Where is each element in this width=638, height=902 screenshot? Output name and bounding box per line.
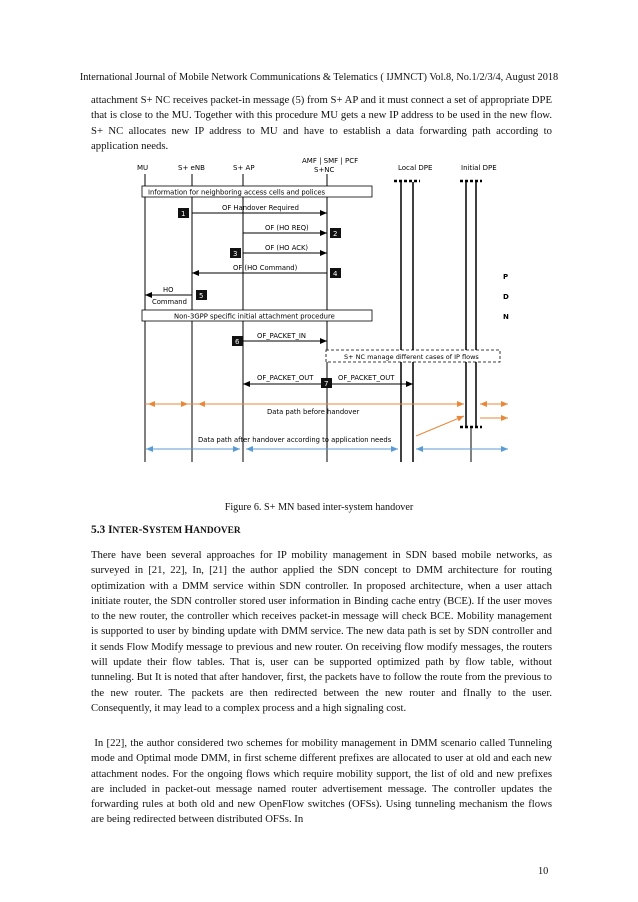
section-heading xyxy=(91,524,241,536)
label-ho-command: OF (HO Command) xyxy=(233,264,298,272)
intro-paragraph: attachment S+ NC receives packet-in message (5) from S+ AP and it must connect a set of appropriate DPE that is close to the MU. Together with this procedure MU gets a new IP address to be used in the new flow. S+ NC allocates new IP address to MU and have to establish a data forwarding path according to application needs. xyxy=(91,94,552,152)
page-number: 10 xyxy=(538,866,549,877)
label-packet-in: OF_PACKET_IN xyxy=(257,332,306,340)
section-word-2: YSTEM xyxy=(148,526,185,536)
section-letter-3: H xyxy=(184,524,194,536)
journal-header: International Journal of Mobile Network Communications & Telematics ( IJMNCT) Vol.8, No.1/2/3/4, August 2018 xyxy=(79,72,559,83)
label-path-after: Data path after handover according to application needs xyxy=(198,436,392,444)
step-3: 3 xyxy=(233,250,238,258)
section-letter-1: I xyxy=(108,524,113,536)
section-letter-2: S xyxy=(142,524,149,536)
paragraph-2: There have been several approaches for IP mobility management in SDN based mobile networks, as surveyed in [21, 22], In, [21] the author applied the SDN concept to DMM architecture for routing optimization with a DMM service within SDN controller. In proposed architecture, when a user attach initiate router, the SDN controller stored user information in Binding cache entry (BCE). If the user moves to the new router, the controller which receives packet-in message will check BCE. Mobility management is supported to user by binding update with DMM service. The new data path is set by SDN controller and it sends Flow Modify message to previous and new router. On receiving flow modify messages, the routers will update their flow tables. That is, user can be supported optimized path by flow table, without tunneling. But It is noted that after handover, first, the packets have to follow the route from the previous to the new router. The packets are then redirected between the new router and fInally to the user. Consequently, it may lead to a complex process and a high signaling cost. xyxy=(91,549,552,714)
label-ho-cmd-1: HO xyxy=(163,286,174,294)
step-6: 6 xyxy=(235,338,240,346)
step-7: 7 xyxy=(324,380,329,388)
label-packet-out-right: OF_PACKET_OUT xyxy=(338,374,395,382)
label-packet-out-left: OF_PACKET_OUT xyxy=(257,374,314,382)
label-ho-cmd-2: Command xyxy=(152,298,187,306)
section-word-1: NTER xyxy=(112,526,139,536)
entity-nc: S+NC xyxy=(314,166,335,174)
paragraph-3: In [22], the author considered two schemes for mobility management in DMM scenario called Tunneling mode and Optimal mode DMM, in first scheme different prefixes are allocated to user at old and each new attachment nodes. For the ongoing flows which require mobility support, the list of old and new prefixes are included in packet-out message named router advertisement message. The controller updates the forwarding rules at both old and new OpenFlow switches (OFSs). Using tunneling mechanism the flows are being redirected between distributed OFSs. In xyxy=(91,737,555,826)
label-ho-req: OF (HO REQ) xyxy=(265,224,309,232)
entity-local-dpe: Local DPE xyxy=(398,164,433,172)
label-ho-ack: OF (HO ACK) xyxy=(265,244,309,252)
entity-mu: MU xyxy=(137,164,149,172)
section-dash: - xyxy=(138,524,143,536)
figure-caption: Figure 6. S+ MN based inter-system handover xyxy=(224,502,414,513)
pdn-letter-p: P xyxy=(503,273,509,281)
entity-ap: S+ AP xyxy=(233,164,255,172)
info-label: Information for neighboring access cells and polices xyxy=(148,188,326,197)
pdn-letter-n: N xyxy=(503,313,509,321)
handover-sequence-diagram xyxy=(130,152,510,497)
step-1: 1 xyxy=(181,210,186,218)
label-ho-required: OF Handover Required xyxy=(222,204,299,212)
step-5: 5 xyxy=(199,292,204,300)
entity-enb: S+ eNB xyxy=(178,164,205,172)
label-path-before: Data path before handover xyxy=(267,408,360,416)
entity-nc-functions: AMF | SMF | PCF xyxy=(302,157,359,165)
pdn-letter-d: D xyxy=(503,293,509,301)
ip-flows-label: S+ NC manage different cases of IP flows xyxy=(344,353,479,361)
step-2: 2 xyxy=(333,230,338,238)
path-before-redirect xyxy=(416,416,464,436)
step-4: 4 xyxy=(333,270,338,278)
section-word-3: ANDOVER xyxy=(193,526,241,536)
section-number: 5.3 xyxy=(91,524,109,536)
entity-initial-dpe: Initial DPE xyxy=(461,164,497,172)
non3gpp-label: Non-3GPP specific initial attachment procedure xyxy=(174,312,335,321)
